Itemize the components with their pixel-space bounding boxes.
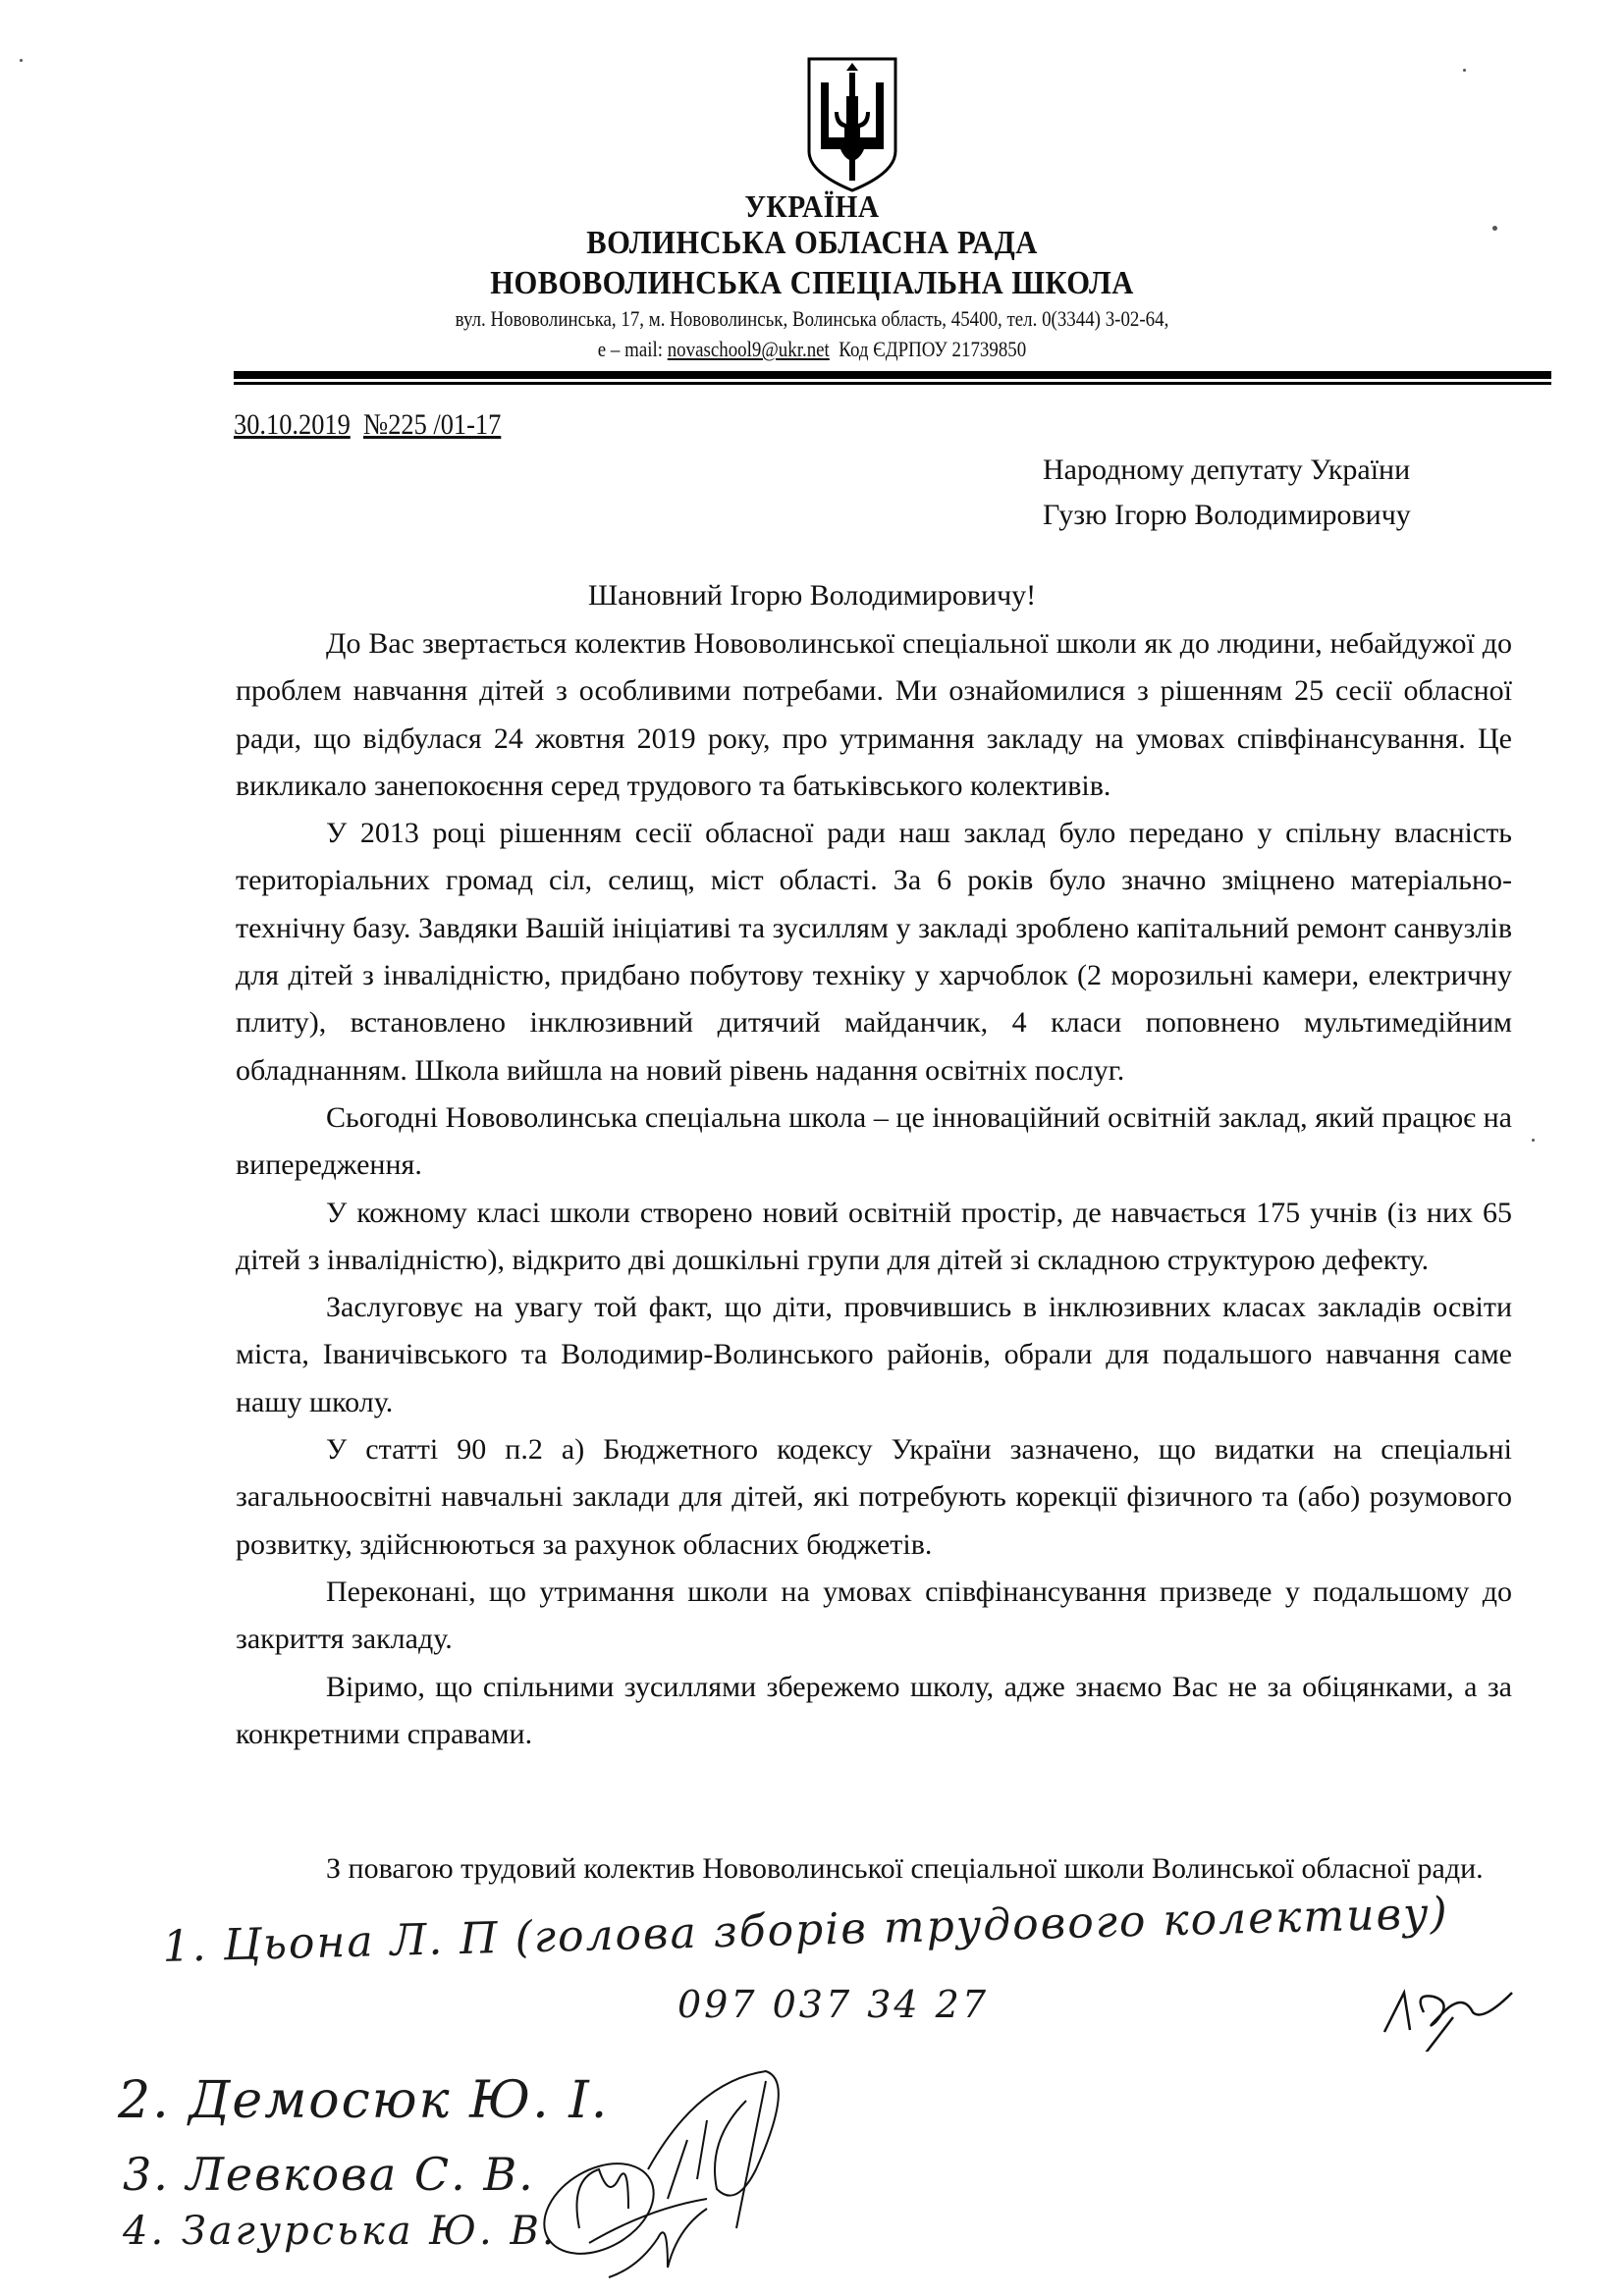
document-date: 30.10.2019 <box>234 408 351 441</box>
signature-mark-1 <box>1365 1973 1532 2052</box>
letterhead-school-name: НОВОВОЛИНСЬКА СПЕЦІАЛЬНА ШКОЛА <box>490 265 1134 301</box>
document-number: №225 /01-17 <box>363 408 502 441</box>
paragraph: До Вас звертається колектив Нововолинської спеціальної школи як до людини, небайдужої до проблем навчання дітей з особливими потребами. Ми ознайомилися з рішенням 25 сесії обласної ради, що відбулася 24 жовтня 2019 року, про утримання закладу на умовах співфінансування. Це викликало занепокоєння серед трудового та батьківського колективів. <box>236 627 1512 802</box>
email-link[interactable]: novaschool9@ukr.net <box>667 337 830 361</box>
paragraph: У статті 90 п.2 а) Бюджетного кодексу України зазначено, що видатки на спеціальні загальноосвітні навчальні заклади для дітей, які потребують корекції фізичного та (або) розумового розвитку, здійснюються за рахунок обласних бюджетів. <box>236 1433 1512 1561</box>
scan-speck <box>1492 226 1497 231</box>
paragraph: У кожному класі школи створено новий освітній простір, де навчається 175 учнів (із них 65 дітей з інвалідністю), відкрито дві дошкільні групи для дітей зі складною структурою дефекту. <box>236 1196 1512 1276</box>
edrpou-code: Код ЄДРПОУ 21739850 <box>829 337 1027 361</box>
letterhead-council: ВОЛИНСЬКА ОБЛАСНА РАДА <box>586 225 1038 261</box>
signatory-1: 1. Цьона Л. П (голова зборів трудового колективу) <box>162 1888 1450 1972</box>
document-reference <box>234 408 501 442</box>
paragraph: Заслуговує на увагу той факт, що діти, провчившись в інклюзивних класах закладів освіти міста, Іваничівського та Володимир-Волинського районів, обрали для подальшого навчання саме нашу школу. <box>236 1291 1512 1418</box>
letterhead-divider-thin <box>234 382 1551 385</box>
signatory-3: 3. Левкова С. В. <box>123 2148 535 2201</box>
letter-body <box>236 620 1512 1758</box>
scan-speck <box>1532 1139 1535 1142</box>
letterhead-country: УКРАЇНА <box>744 188 880 224</box>
paragraph: Віримо, що спільними зусиллями збережемо школу, адже знаємо Вас не за обіцянками, а за конкретними справами. <box>236 1670 1512 1750</box>
signatory-1-phone: 097 037 34 27 <box>677 1983 990 2026</box>
signatory-2: 2. Демосюк Ю. І. <box>118 2071 610 2130</box>
paragraph: У 2013 році рішенням сесії обласної ради наш заклад було передано у спільну власність територіальних громад сіл, селищ, міст області. За 6 років було значно зміцнено матеріально-технічну базу. Завдяки Вашій ініціативі та зусиллям у закладі зроблено капітальний ремонт санвузлів для дітей з інвалідністю, придбано побутову техніку у харчоблок (2 морозильні камери, електричну плиту), встановлено інклюзивний дитячий майданчик, 4 класи поповнено мультимедійним обладнанням. Школа вийшла на новий рівень надання освітніх послуг. <box>236 817 1512 1087</box>
paragraph: Сьогодні Нововолинська спеціальна школа – це інноваційний освітній заклад, який працює на випередження. <box>236 1100 1512 1182</box>
letterhead-address: вул. Нововолинська, 17, м. Нововолинськ, Волинська область, 45400, тел. 0(3344) 3-02-64, <box>455 306 1169 331</box>
email-label: e – mail: <box>597 337 668 361</box>
scan-speck <box>1463 69 1466 72</box>
letterhead-divider-thick <box>234 371 1551 379</box>
greeting: Шановний Ігорю Володимировичу! <box>587 579 1037 612</box>
signatory-4: 4. Загурська Ю. В. <box>123 2209 558 2254</box>
signature-marks <box>471 2061 884 2287</box>
paragraph: Переконані, що утримання школи на умовах співфінансування призведе у подальшому до закриття закладу. <box>236 1575 1512 1656</box>
scan-speck <box>20 59 23 62</box>
closing-text: З повагою трудовий колектив Нововолинської спеціальної школи Волинської обласної ради. <box>326 1852 1484 1885</box>
closing-block <box>236 1845 1512 1893</box>
recipient-title: Народному депутату України <box>1043 454 1411 486</box>
recipient-name: Гузю Ігорю Володимировичу <box>1043 499 1411 531</box>
letterhead-contacts <box>114 337 1510 362</box>
ukraine-trident-icon <box>805 57 899 192</box>
